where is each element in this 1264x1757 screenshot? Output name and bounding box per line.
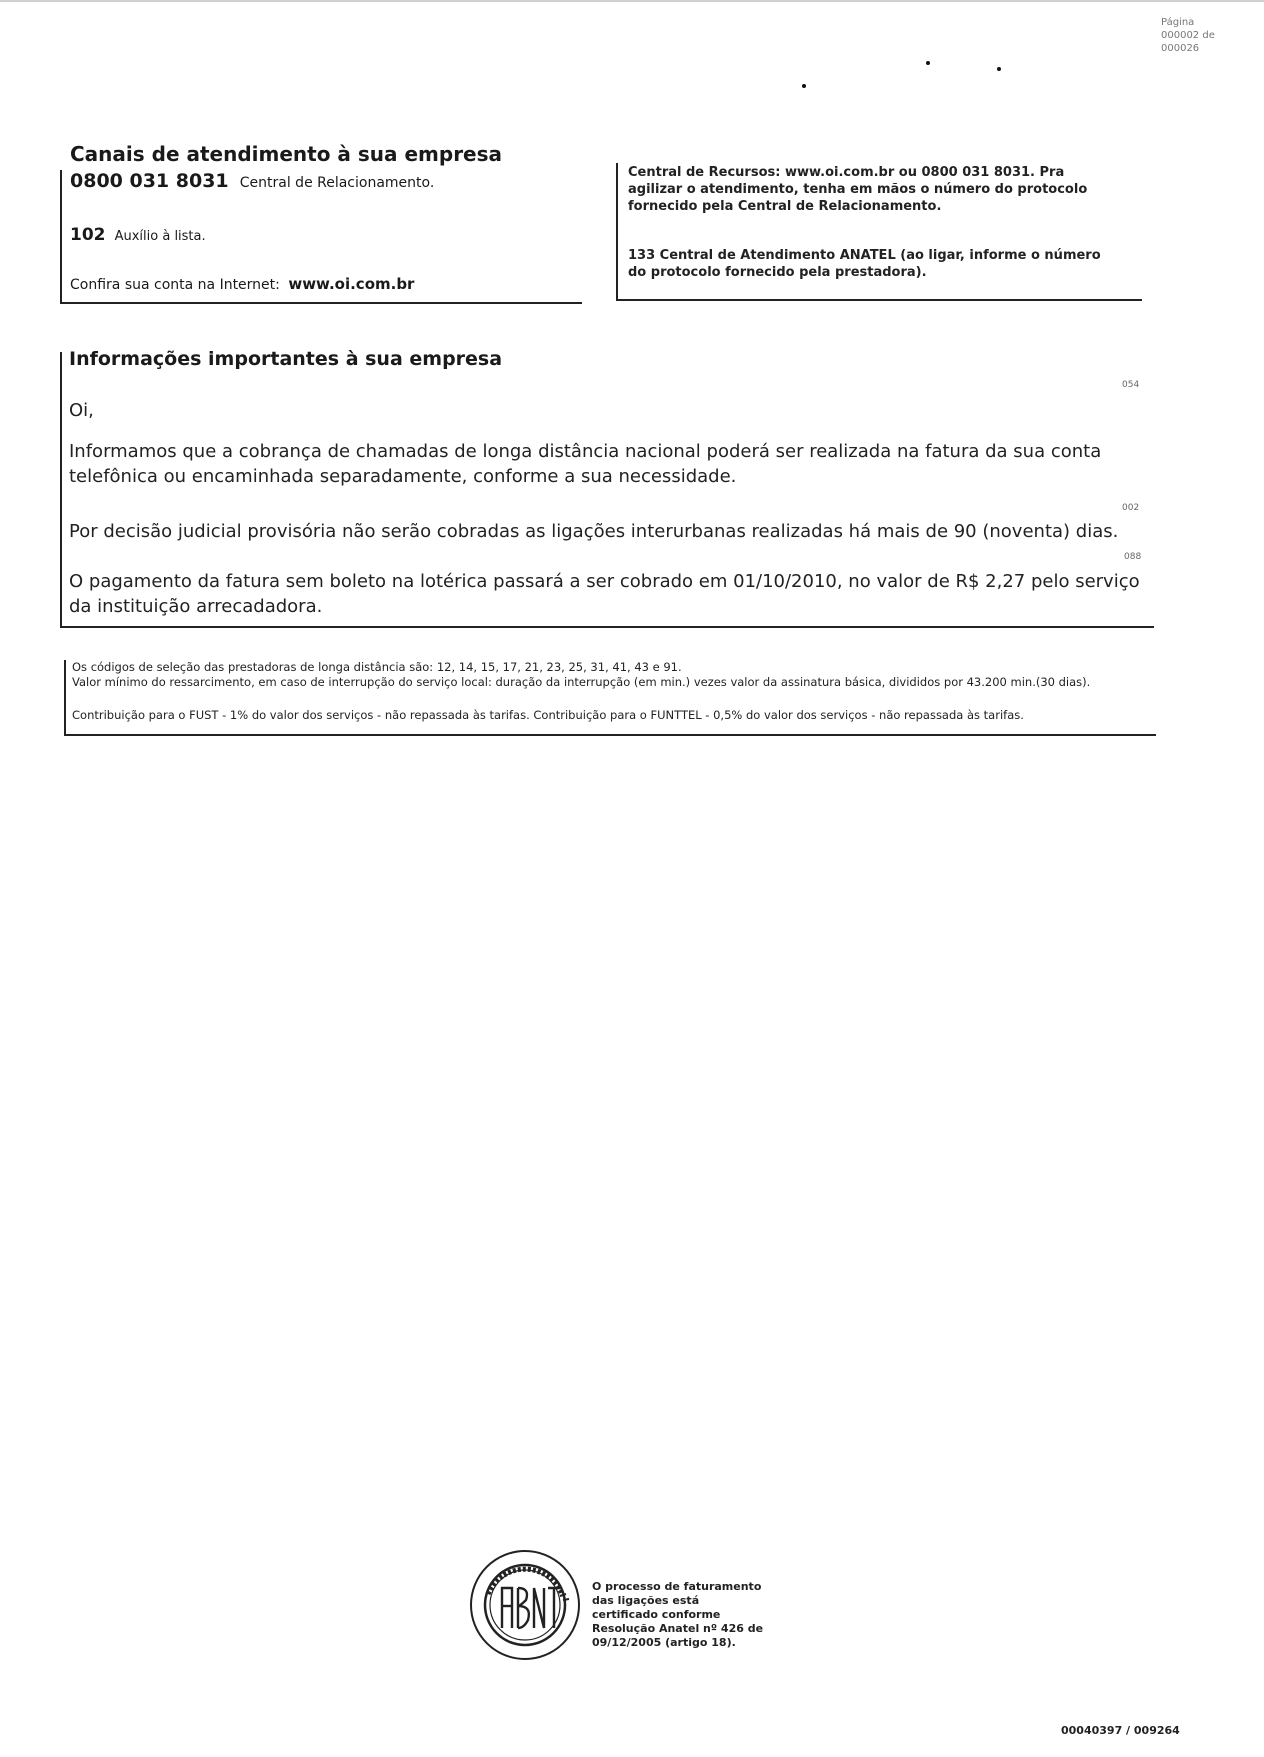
page-number-current: 000002 de (1161, 30, 1215, 41)
canais-list-number: 102 (70, 225, 106, 245)
central-recursos-text: Central de Recursos: www.oi.com.br ou 0800 031 8031. Pra agilizar o atendimento, tenha em mãos o número do protocolo fornecido pela Central de Relacionamento. (628, 165, 1088, 214)
canais-title: Canais de atendimento à sua empresa (70, 142, 503, 166)
info-paragraph-3: O pagamento da fatura sem boleto na lotérica passará a ser cobrado em 01/10/2010, no valor de R$ 2,27 pelo serviço da instituição arrecadadora. (69, 571, 1140, 617)
info-title: Informações importantes à sua empresa (69, 348, 503, 370)
canais-phone: 0800 031 8031 (70, 170, 229, 192)
canais-phone-line (70, 170, 434, 192)
note-contribuicoes: Contribuição para o FUST - 1% do valor dos serviços - não repassada às tarifas. Contribuição para o FUNTTEL - 0,5% do valor dos serviços - não repassada às tarifas. (72, 708, 1024, 722)
canais-phone-desc: Central de Relacionamento. (239, 175, 435, 191)
anatel-text: 133 Central de Atendimento ANATEL (ao ligar, informe o número do protocolo fornecido pela prestadora). (628, 248, 1101, 280)
page-number-total: 000026 (1161, 43, 1200, 54)
canais-internet-url: www.oi.com.br (288, 275, 415, 293)
scan-speck (997, 67, 1001, 71)
page-number-label: Página (1161, 17, 1195, 28)
document-code: 00040397 / 009264 (1061, 1724, 1180, 1737)
info-paragraph-1: Informamos que a cobrança de chamadas de longa distância nacional poderá ser realizada na fatura da sua conta telefônica ou encaminhada separadamente, conforme a sua necessidade. (69, 441, 1102, 487)
info-paragraph-2: Por decisão judicial provisória não serão cobradas as ligações interurbanas realizadas há mais de 90 (noventa) dias. (69, 521, 1119, 542)
canais-list-desc: Auxílio à lista. (114, 229, 206, 244)
note-selection-codes: Os códigos de seleção das prestadoras de longa distância são: 12, 14, 15, 17, 21, 23, 25, 31, 41, 43 e 91. (72, 660, 682, 674)
info-code-2: 002 (1122, 503, 1140, 513)
abnt-seal-icon (468, 1548, 582, 1662)
scan-speck (802, 84, 806, 88)
page-number (1161, 16, 1215, 55)
canais-list-line (70, 225, 206, 245)
note-ressarcimento: Valor mínimo do ressarcimento, em caso de interrupção do serviço local: duração da interrupção (em min.) vezes valor da assinatura básica, divididos por 43.200 min.(30 dias). (72, 675, 1091, 689)
scan-speck (926, 61, 930, 65)
canais-internet-line (70, 275, 414, 293)
canais-internet-label: Confira sua conta na Internet: (70, 277, 280, 293)
top-edge-line (0, 0, 1264, 2)
info-code-3: 088 (1124, 552, 1142, 562)
seal-text: O processo de faturamento das ligações está certificado conforme Resolução Anatel nº 426 de 09/12/2005 (artigo 18). (592, 1580, 764, 1649)
info-greeting: Oi, (69, 400, 94, 421)
info-code-1: 054 (1122, 380, 1140, 390)
